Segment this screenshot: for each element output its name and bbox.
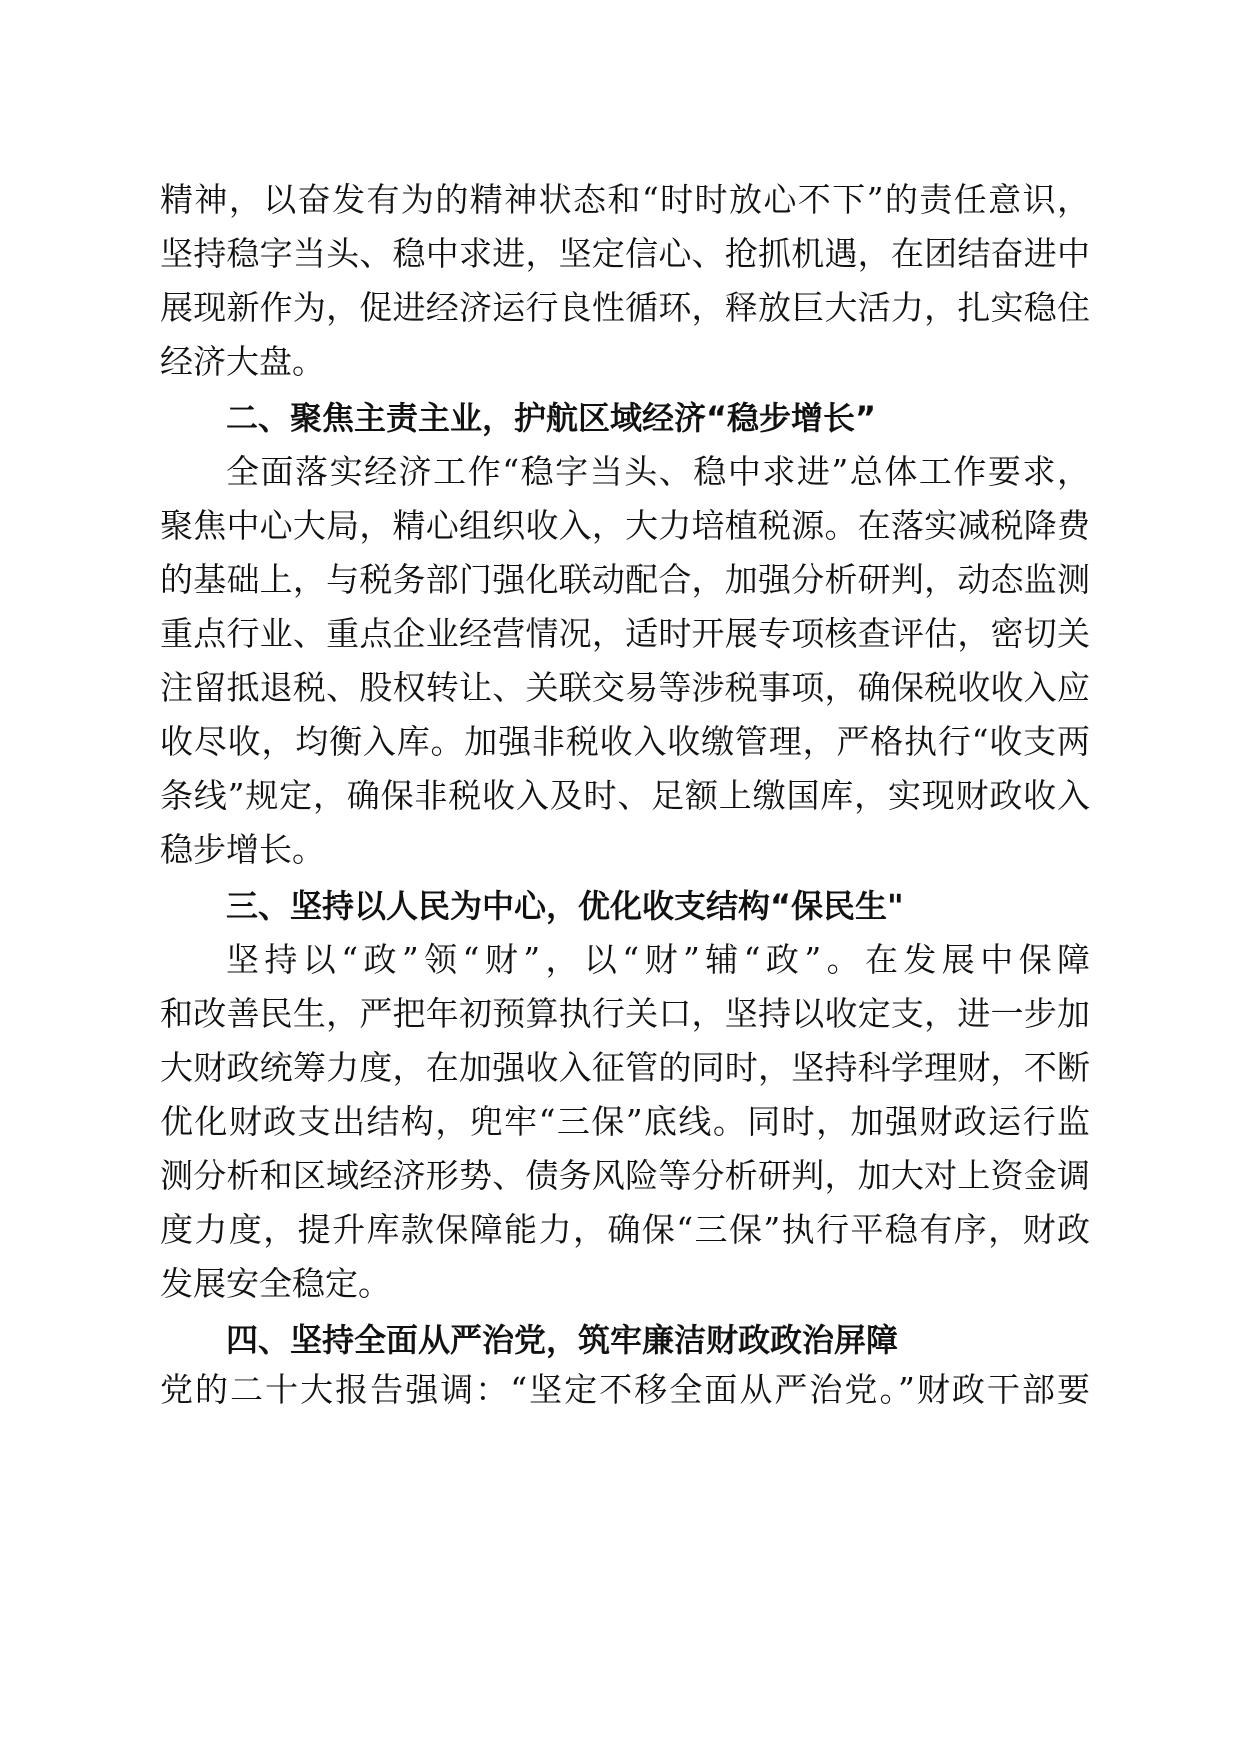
paragraph-line: 经济大盘。 xyxy=(160,342,325,381)
paragraph-line: 大财政统筹力度，在加强收入征管的同时，坚持科学理财，不断 xyxy=(160,1048,1090,1087)
paragraph-line: 优化财政支出结构，兜牢“三保”底线。同时，加强财政运行监 xyxy=(160,1102,1090,1141)
paragraph-line: 精神，以奋发有为的精神状态和“时时放心不下”的责任意识， xyxy=(160,180,1090,219)
paragraph-line: 聚焦中心大局，精心组织收入，大力培植税源。在落实减税降费 xyxy=(160,506,1090,545)
paragraph-line: 坚持稳字当头、稳中求进，坚定信心、抢抓机遇，在团结奋进中 xyxy=(160,234,1090,273)
paragraph-line: 和改善民生，严把年初预算执行关口，坚持以收定支，进一步加 xyxy=(160,994,1090,1033)
section-heading-3: 三、坚持以人民为中心，优化收支结构“保民生" xyxy=(226,887,904,925)
section-heading-2: 二、聚焦主责主业，护航区域经济“稳步增长” xyxy=(226,399,877,437)
paragraph-line: 重点行业、重点企业经营情况，适时开展专项核查评估，密切关 xyxy=(160,614,1090,653)
section-heading-4: 四、坚持全面从严治党，筑牢廉洁财政政治屏障 xyxy=(226,1321,899,1359)
paragraph-line: 收尽收，均衡入库。加强非税收入收缴管理，严格执行“收支两 xyxy=(160,722,1090,761)
paragraph-line: 稳步增长。 xyxy=(160,830,325,869)
paragraph-line: 坚持以“政”领“财”，以“财”辅“政”。在发展中保障 xyxy=(226,940,1090,979)
paragraph-line: 度力度，提升库款保障能力，确保“三保”执行平稳有序，财政 xyxy=(160,1210,1090,1249)
paragraph-line: 党的二十大报告强调：“坚定不移全面从严治党。”财政干部要 xyxy=(160,1370,1090,1409)
paragraph-line: 注留抵退税、股权转让、关联交易等涉税事项，确保税收收入应 xyxy=(160,668,1090,707)
paragraph-line: 的基础上，与税务部门强化联动配合，加强分析研判，动态监测 xyxy=(160,560,1090,599)
paragraph-line: 发展安全稳定。 xyxy=(160,1264,391,1303)
paragraph-line: 条线”规定，确保非税收入及时、足额上缴国库，实现财政收入 xyxy=(160,776,1090,815)
paragraph-line: 全面落实经济工作“稳字当头、稳中求进”总体工作要求， xyxy=(226,452,1090,491)
paragraph-line: 展现新作为，促进经济运行良性循环，释放巨大活力，扎实稳住 xyxy=(160,288,1090,327)
paragraph-line: 测分析和区域经济形势、债务风险等分析研判，加大对上资金调 xyxy=(160,1156,1090,1195)
